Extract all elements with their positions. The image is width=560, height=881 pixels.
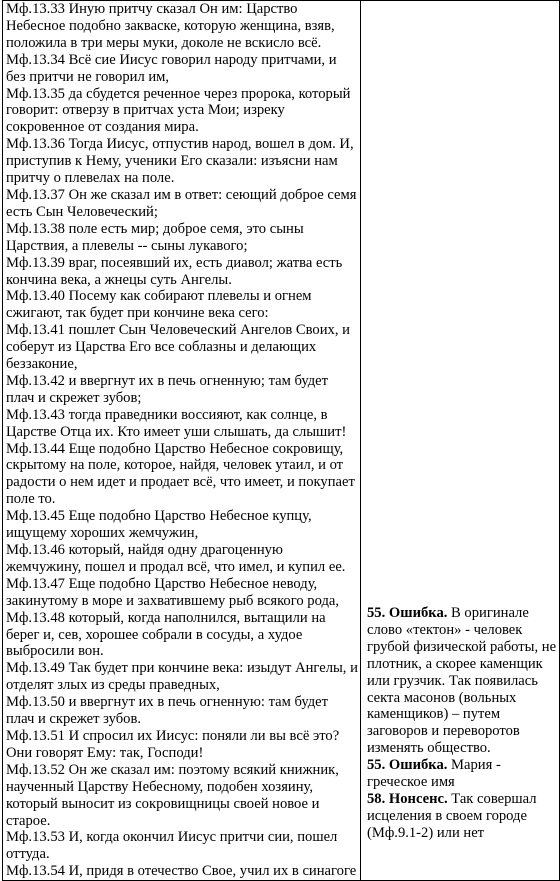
table-row <box>3 1 560 881</box>
verse-text: Мф.13.34 Всё сие Иисус говорил народу притчами, и без притчи не говорил им, <box>6 51 337 85</box>
verse-text: Мф.13.49 Так будет при кончине века: изыдут Ангелы, и отделят злых из среды праведных, <box>6 660 358 694</box>
scripture-column <box>3 1 361 881</box>
verse-text: Мф.13.36 Тогда Иисус, отпустив народ, вошел в дом. И, приступив к Нему, ученики Его сказали: изъясни нам притчу о плевелах на поле. <box>6 136 354 187</box>
verse-text: Мф.13.38 поле есть мир; доброе семя, это сыны Царствия, а плевелы -- сыны лукавого; <box>6 220 304 254</box>
verse-text: Мф.13.35 да сбудется реченное через пророка, который говорит: отверзу в притчах уста Мои; изреку сокровенное от создания мира. <box>6 85 351 136</box>
verse-text: Мф.13.48 который, когда наполнился, вытащили на берег и, сев, хорошее собрали в сосуды, а худое выбросили вон. <box>6 609 326 660</box>
verse-text: Мф.13.46 который, найдя одну драгоценную жемчужину, пошел и продал всё, что имел, и купил ее. <box>6 542 346 575</box>
verse-text: Мф.13.39 враг, посеявший их, есть диавол; жатва есть кончина века, а жнецы суть Ангелы. <box>6 254 343 288</box>
verse-text: Мф.13.47 Еще подобно Царство Небесное неводу, закинутому в море и захватившему рыб всякого рода, <box>6 575 340 609</box>
commentary-note <box>367 757 557 791</box>
verse-text: Мф.13.33 Иную притчу сказал Он им: Царство Небесное подобно закваске, которую женщина, взяв, положила в три меры муки, доколе не вскисло всё. <box>6 1 335 51</box>
verse-text: Мф.13.41 пошлет Сын Человеческий Ангелов Своих, и соберут из Царства Его все соблазны и делающих беззаконие, <box>6 322 350 373</box>
verse-commentary-table <box>2 0 560 881</box>
note-text: Так совершал исцеления в своем городе (Мф.9.1-2) или нет <box>367 790 537 841</box>
verse-text: Мф.13.44 Еще подобно Царство Небесное сокровищу, скрытому на поле, которое, найдя, человек утаил, и от радости о нем идет и продает всё, что имеет, и покупает поле то. <box>6 440 355 508</box>
verse-text: Мф.13.52 Он же сказал им: поэтому всякий книжник, наученный Царству Небесному, подобен хозяину, который выносит из сокровищницы своей новое и старое. <box>6 761 339 829</box>
note-label: 58. Нонсенс. <box>367 790 448 807</box>
note-label: 55. Ошибка. <box>367 605 448 621</box>
note-text: Мария - греческое имя <box>367 757 501 791</box>
commentary-note <box>367 605 557 757</box>
verse-text: Мф.13.53 И, когда окончил Иисус притчи сии, пошел оттуда. <box>6 829 338 863</box>
commentary-note <box>367 791 557 842</box>
verse-text: Мф.13.50 и ввергнут их в печь огненную: там будет плач и скрежет зубов. <box>6 694 329 728</box>
verse-text: Мф.13.37 Он же сказал им в ответ: сеющий доброе семя есть Сын Человеческий; <box>6 186 357 220</box>
note-label: 55. Ошибка. <box>367 757 448 774</box>
commentary-column <box>361 1 560 881</box>
commentary-spacer <box>367 1 557 605</box>
verse-text: Мф.13.45 Еще подобно Царство Небесное купцу, ищущему хороших жемчужин, <box>6 508 312 542</box>
note-text: В оригинале слово «тектон» - человек грубой физической работы, не плотник, а скорее каменщик или грузчик. Так появилась секта масонов (вольных каменщиков) – путем заговоров и переворотов изменять общество. <box>367 605 557 757</box>
verse-text: Мф.13.42 и ввергнут их в печь огненную; там будет плач и скрежет зубов; <box>6 372 329 406</box>
verse-text: Мф.13.43 тогда праведники воссияют, как солнце, в Царстве Отца их. Кто имеет уши слышать, да слышит! <box>6 406 347 440</box>
verse-text: Мф.13.51 И спросил их Иисус: поняли ли вы всё это? Они говорят Ему: так, Господи! <box>6 727 340 761</box>
verse-text: Мф.13.40 Посему как собирают плевелы и огнем сжигают, так будет при кончине века сего: <box>6 288 312 322</box>
verse-text: Мф.13.54 И, придя в отечество Свое, учил их в синагоге <box>6 863 357 880</box>
